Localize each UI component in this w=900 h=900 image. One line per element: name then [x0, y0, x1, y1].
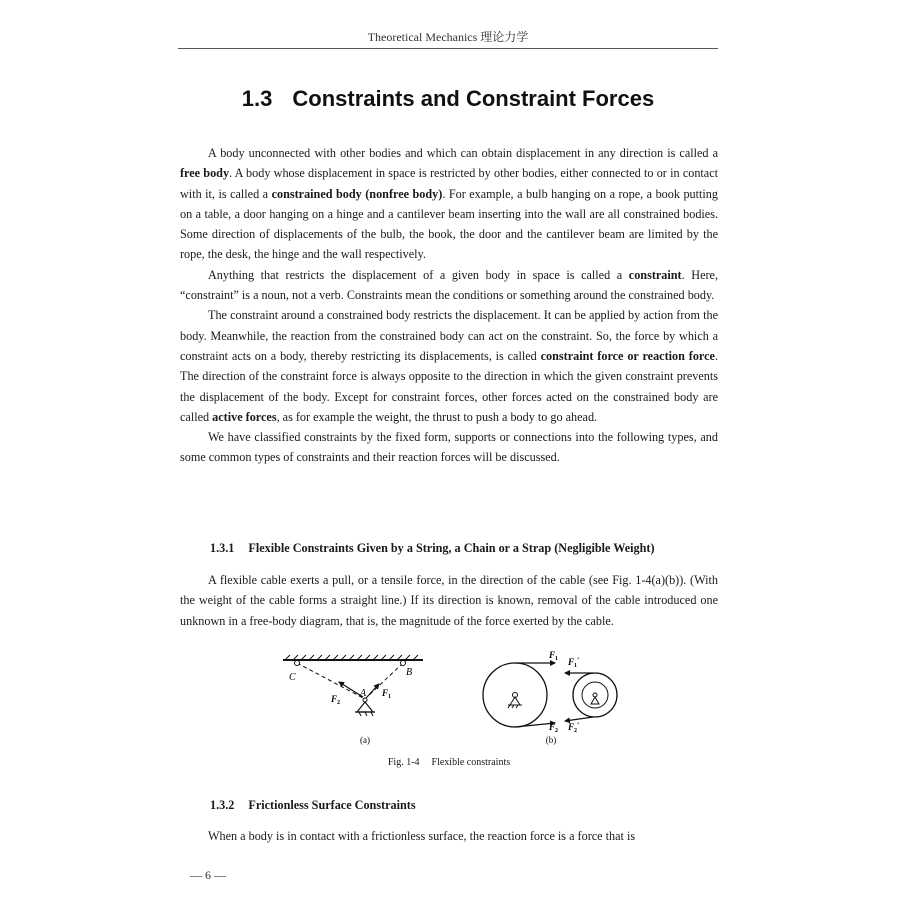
subsection-title: Flexible Constraints Given by a String, a Chain or a Strap (Negligible Weight): [248, 541, 655, 555]
text-run: The constraint around a constrained body restricts the displacement. It can be applied by action from the body. Meanwhile, the reaction from the constrained body can act on the constraint. So, the force by which a constraint acts on a body, thereby restricting its displacements, is called: [180, 308, 718, 363]
label-diagram-a: (a): [360, 735, 370, 745]
label-diagram-b: (b): [545, 735, 557, 745]
label-f2-a: $F_2$: [331, 694, 341, 706]
pin-c: [295, 661, 300, 666]
subsection-text-1-3-2: [180, 826, 718, 846]
subsection-title: Frictionless Surface Constraints: [248, 798, 416, 812]
subsection-heading-1-3-2: [210, 798, 416, 813]
paragraph-free-body: [180, 143, 718, 265]
label-f1-b: $F_1$: [549, 650, 559, 662]
text-run: , as for example the weight, the thrust to push a body to go ahead.: [276, 409, 598, 424]
text-run: . Here, “constraint” is a noun, not a verb. Constraints mean the conditions or something around the constrained body.: [180, 267, 718, 303]
label-f1-prime: $F_1'$: [568, 656, 580, 669]
pin-b: [401, 661, 406, 666]
subsection-number: 1.3.1: [210, 541, 235, 555]
label-f2-prime: $F_2'$: [568, 721, 580, 734]
paragraph-constraint: [180, 265, 718, 306]
paragraph-frictionless: When a body is in contact with a frictionless surface, the reaction force is a force that is: [208, 829, 636, 843]
running-head: Theoretical Mechanics 理论力学: [367, 30, 529, 44]
term-active-forces: active forces: [212, 409, 277, 424]
label-b: B: [406, 667, 413, 678]
small-pulley-mount: [591, 697, 599, 704]
header-rule: [178, 48, 718, 49]
term-reaction-force: constraint force or reaction force: [540, 348, 715, 363]
figure-flexible-constraints: [275, 650, 625, 755]
diagram-a: [283, 655, 423, 745]
paragraph-reaction-force: [180, 305, 718, 427]
text-run: Anything that restricts the displacement of a given body in space is called a: [208, 267, 629, 282]
text-run: . For example, a bulb hanging on a rope, a book putting on a table, a door hanging on a hinge and a cantilever beam inserting into the wall are all constrained bodies. Some direction of displacements of the bulb, the book, the door and the cantilever beam are limited by the rope, the desk, the hinge and the wall respectively.: [180, 186, 718, 262]
label-c: C: [289, 672, 296, 683]
support-triangle: [357, 702, 373, 712]
figure-drawing: [275, 650, 625, 755]
section-title: [178, 86, 718, 112]
large-pulley-mount: [510, 697, 520, 705]
subsection-text-1-3-1: [180, 570, 718, 631]
intro-text: [180, 143, 718, 468]
caption-number: Fig. 1-4: [387, 757, 420, 768]
section-title-text: Constraints and Constraint Forces: [292, 86, 655, 111]
page-number: — 6 —: [190, 868, 226, 882]
term-free-body: free body: [180, 166, 230, 181]
subsection-number: 1.3.2: [210, 798, 235, 812]
text-run: . The direction of the constraint force is always opposite to the direction in which the given constraint prevents the displacement of the body. Except for constraint forces, other forces acted on the constrained body are called: [180, 348, 718, 424]
large-pulley-hatch: [508, 705, 522, 708]
figure-caption: [180, 757, 718, 768]
label-f2-b: $F_2$: [549, 722, 559, 734]
subsection-heading-1-3-1: [210, 541, 655, 556]
caption-text: Flexible constraints: [431, 757, 511, 768]
text-run: . A body whose displacement in space is restricted by other bodies, either connected to or in contact with it, is called a: [180, 166, 719, 201]
section-number: 1.3: [241, 86, 273, 111]
term-constrained-body: constrained body (nonfree body): [271, 186, 443, 201]
text-run: A body unconnected with other bodies and which can obtain displacement in any direction is called a: [208, 146, 718, 160]
label-a: A: [360, 688, 367, 699]
force-f1-arrow: [367, 684, 379, 697]
diagram-b: [483, 650, 617, 745]
term-constraint: constraint: [628, 267, 682, 282]
paragraph-classification: We have classified constraints by the fixed form, supports or connections into the following types, and some common types of constraints and their reaction forces will be discussed.: [180, 430, 718, 465]
paragraph-flexible-cable: A flexible cable exerts a pull, or a tensile force, in the direction of the cable (see Fig. 1-4(a)(b)). (With the weight of the cable forms a straight line.) If its direction is known, removal of the cable introduced one unknown in a free-body diagram, that is, the magnitude of the force exerted by the cable.: [180, 573, 718, 628]
label-f1-a: $F_1$: [382, 688, 392, 700]
